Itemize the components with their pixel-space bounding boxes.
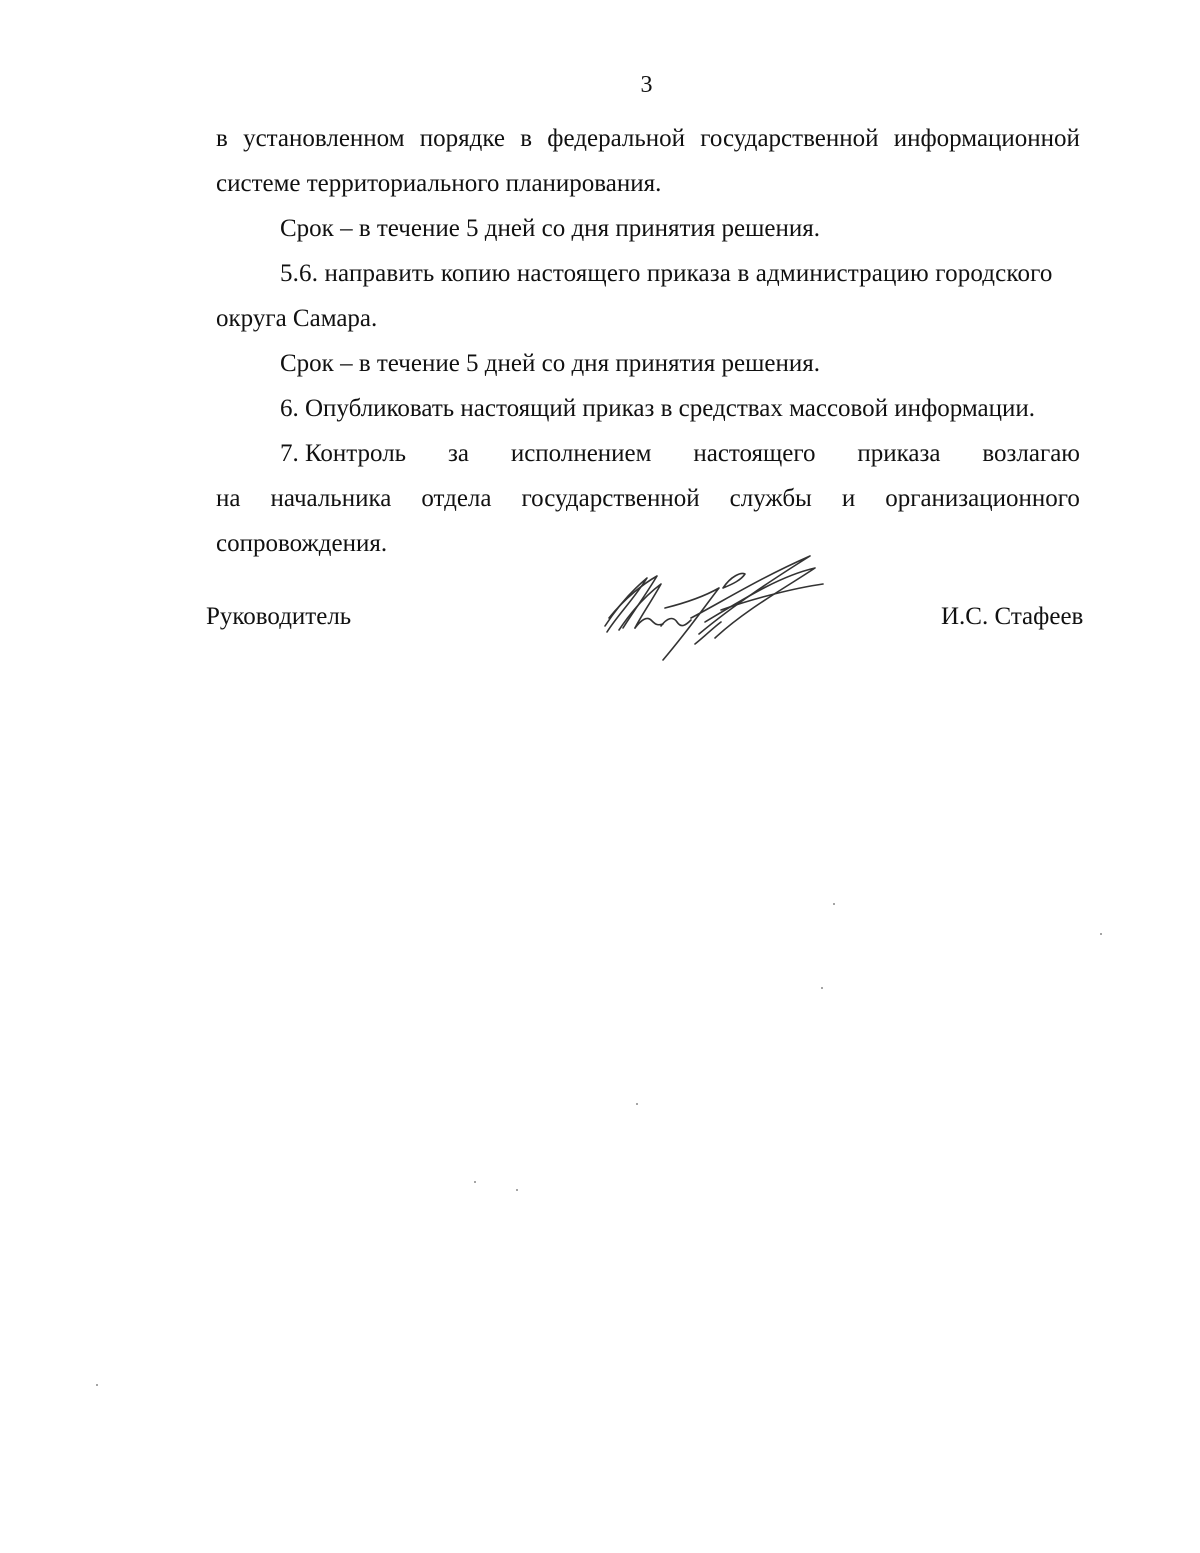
- word: государственной: [700, 125, 879, 152]
- word: на: [216, 485, 241, 512]
- word: начальника: [270, 485, 392, 512]
- deadline-text-1: Срок – в течение 5 дней со дня принятия решения.: [280, 215, 820, 242]
- word: возлагаю: [982, 440, 1080, 467]
- deadline-text-2: Срок – в течение 5 дней со дня принятия решения.: [280, 350, 820, 377]
- signer-title: Руководитель: [206, 603, 352, 630]
- signer-name: И.С. Стафеев: [941, 603, 1084, 630]
- word: организационного: [885, 485, 1080, 512]
- word: государственной: [521, 485, 700, 512]
- word: отдела: [421, 485, 492, 512]
- word: в: [216, 125, 228, 152]
- item-6: 6. Опубликовать настоящий приказ в средствах массовой информации.: [280, 395, 1036, 422]
- word: установленном: [243, 125, 405, 152]
- word: и: [841, 485, 856, 512]
- word: за: [447, 440, 469, 467]
- item-7-line-2: [216, 484, 1080, 514]
- scan-speck: [96, 1384, 98, 1386]
- paragraph-line-1: [216, 124, 1080, 154]
- word: порядке: [419, 125, 505, 152]
- handwritten-signature: [595, 548, 830, 668]
- word: приказа: [857, 440, 941, 467]
- word: службы: [729, 485, 812, 512]
- page-number: 3: [640, 72, 653, 98]
- word: исполнением: [510, 440, 652, 467]
- scan-speck: [1100, 933, 1102, 935]
- word: информационной: [893, 125, 1080, 152]
- word: в: [520, 125, 533, 152]
- scan-speck: [474, 1181, 476, 1183]
- word: 7. Контроль: [280, 440, 407, 467]
- item-7-line-3: сопровождения.: [216, 530, 388, 557]
- word: настоящего: [693, 440, 816, 467]
- item-5-6-line-1: 5.6. направить копию настоящего приказа в администрацию городского: [280, 260, 1053, 287]
- paragraph-line-2: системе территориального планирования.: [216, 170, 662, 197]
- scan-speck: [636, 1103, 638, 1105]
- scan-speck: [833, 903, 835, 905]
- item-5-6-line-2: округа Самара.: [216, 305, 378, 332]
- item-7-line-1: [280, 439, 1080, 469]
- scan-speck: [821, 987, 823, 989]
- word: федеральной: [547, 125, 686, 152]
- scan-speck: [516, 1189, 518, 1191]
